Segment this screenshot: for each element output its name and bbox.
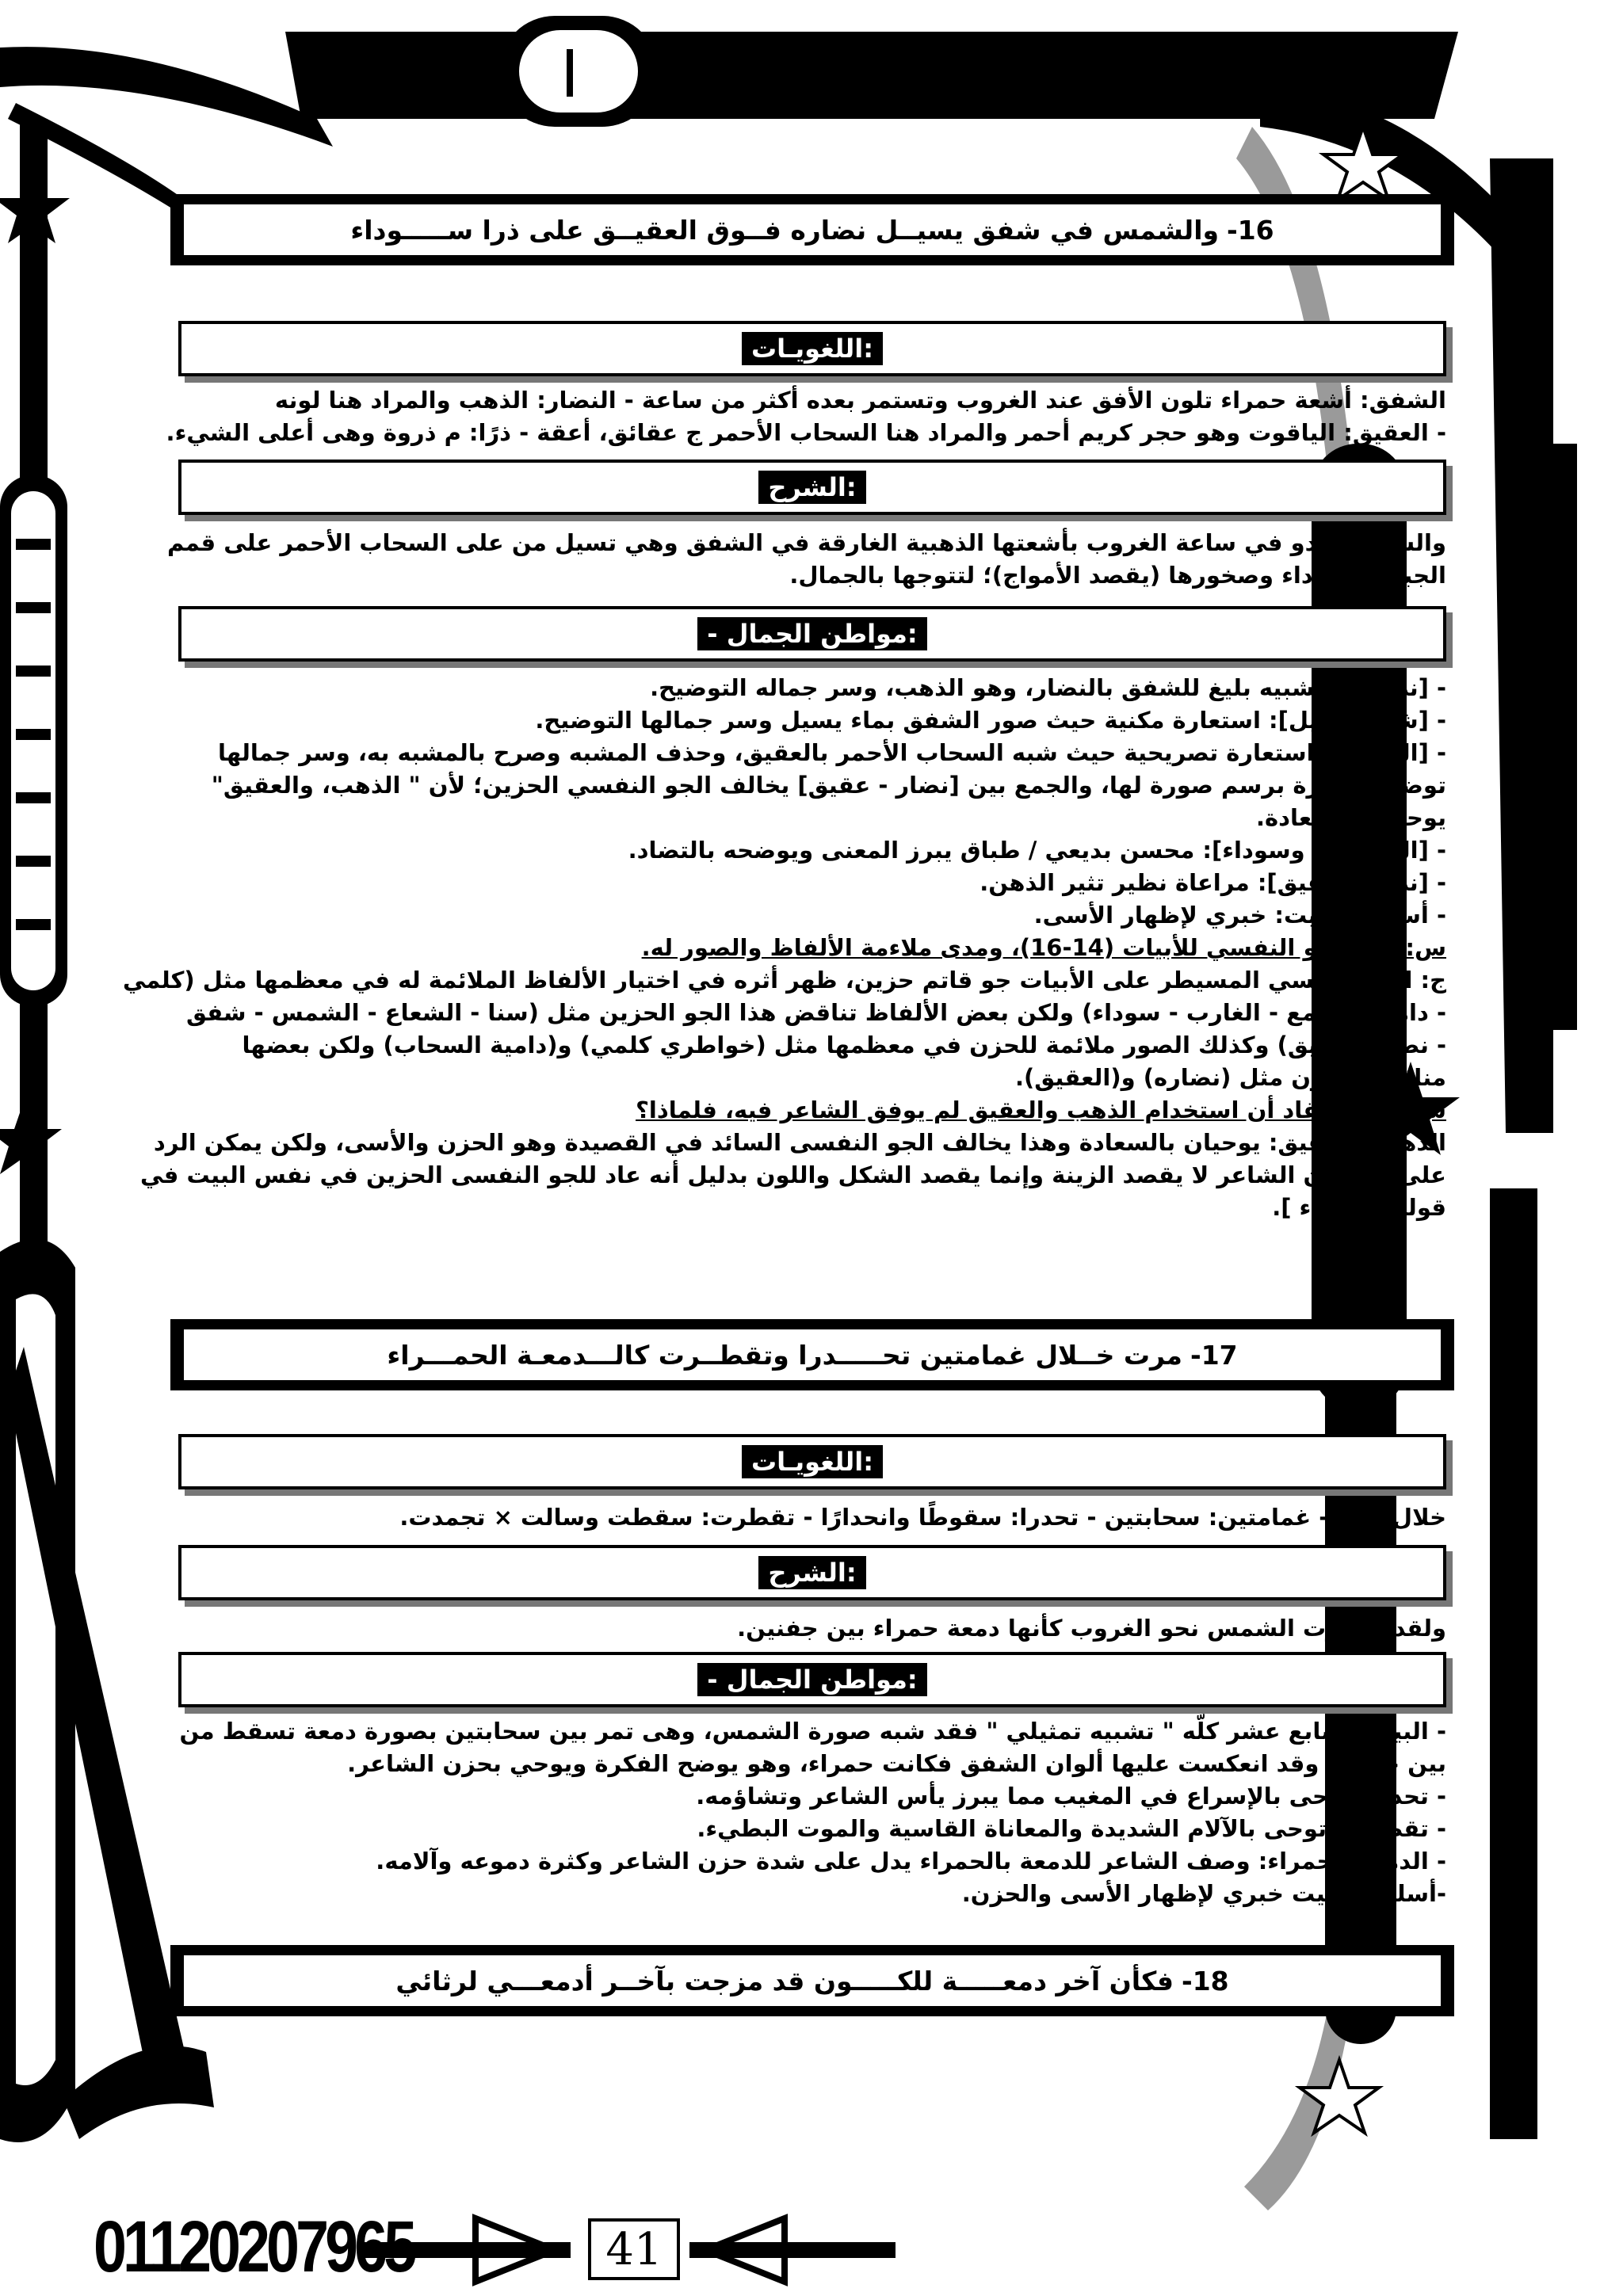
text-line: الشفق: أشعة حمراء تلون الأفق عند الغروب وتستمر بعده أكثر من ساعة - النضار: الذهب والمراد هنا لونه	[274, 387, 1446, 414]
text-line: - العقيق: الياقوت وهو حجر كريم أحمر والمراد هنا السحاب الأحمر ج عقائق، أعقة - ذرًا: م ذروة وهى أعلى الشيء.	[166, 419, 1446, 446]
explanation-17-text	[178, 1612, 1446, 1645]
text-line: الذهب والعقيق: يوحيان بالسعادة وهذا يخالف الجو النفسى السائد في القصيدة وهو الحزن والأسى، ولكن يمكن الرد	[153, 1129, 1446, 1156]
text-line: مناقض للحزن مثل (نضاره) و(العقيق).	[1015, 1064, 1446, 1091]
verse-17-box	[170, 1319, 1454, 1390]
section-title: :الشرح	[758, 1556, 865, 1589]
section-title: :اللغويـات	[742, 1445, 883, 1478]
question-line: س: يرى النقاد أن استخدام الذهب والعقيق لم يوفق الشاعر فيه، فلماذا؟	[636, 1097, 1446, 1123]
section-title: :الشرح	[758, 471, 865, 504]
text-line: والشمس تبدو في ساعة الغروب بأشعتها الذهبية الغارقة في الشفق وهي تسيل من على السحاب الأحمر على قمم	[167, 529, 1446, 556]
text-line: - أسلوب البيت: خبري لإظهار الأسى.	[1033, 902, 1446, 929]
vocabulary-16-text	[166, 384, 1446, 449]
text-line: - [الشمس - وسوداء]: محسن بديعي / طباق يبرز المعنى ويوضحه بالتضاد.	[628, 837, 1446, 864]
page-number	[588, 2218, 680, 2280]
section-beauty-16	[178, 606, 1446, 662]
text-line: - [نضاره]: تشبيه بليغ للشفق بالنضار، وهو الذهب، وسر جماله التوضيح.	[650, 674, 1446, 701]
section-explanation-16	[178, 460, 1446, 515]
section-title: :اللغويـات	[742, 332, 883, 365]
text-line: - نضار - عقيق) وكذلك الصور ملائمة للحزن في معظمها مثل (خواطري كلمي) و(دامية السحاب) ولكن بعضها	[242, 1032, 1446, 1058]
section-vocabulary-16	[178, 321, 1446, 376]
text-line: يوحيان بالسعادة.	[1255, 804, 1446, 831]
verse-18-number: 18-	[1181, 1965, 1229, 1997]
verse-17-text: مرت خــلال غمامتين تحـــــدرا وتقطــرت كالـــدمعـة الحمـــراء	[387, 1339, 1182, 1371]
text-line: - [نضار - عقيق]: مراعاة نظير تثير الذهن.	[980, 869, 1446, 896]
text-line: - [العقيق]: استعارة تصريحية حيث شبه السحاب الأحمر بالعقيق، وحذف المشبه وصرح بالمشبه به، وسر جمالها	[217, 739, 1446, 766]
text-line: قوله [ سوداء ].	[1272, 1194, 1446, 1221]
text-line: -أسلوب البيت خبري لإظهار الأسى والحزن.	[961, 1880, 1446, 1907]
text-line: ولقد انحدرت الشمس نحو الغروب كأنها دمعة حمراء بين جفنين.	[737, 1615, 1446, 1642]
explanation-16-text	[167, 527, 1446, 592]
beauty-17-text	[178, 1715, 1446, 1910]
vocabulary-17-text	[178, 1501, 1446, 1534]
beauty-16-text	[122, 672, 1446, 1224]
text-line: - البيت السابع عشر كلّه " تشبيه تمثيلي " فقد شبه صورة الشمس، وهى تمر بين سحابتين بصورة دمعة تسقط من	[179, 1718, 1446, 1745]
verse-18-box	[170, 1945, 1454, 2016]
text-line: - [شفق يسيل]: استعارة مكنية حيث صور الشفق بماء يسيل وسر جمالها التوضيح.	[535, 707, 1446, 734]
phone-number: 01120207965	[94, 2206, 414, 2287]
section-vocabulary-17	[178, 1434, 1446, 1489]
text-line: ج: الجو النفسي المسيطر على الأبيات جو قاتم حزين، ظهر أثره في اختيار الألفاظ الملائمة له في معظمها مثل (كلمي	[122, 967, 1446, 994]
verse-16-box	[170, 194, 1454, 265]
text-line: توضيح الفكرة برسم صورة لها، والجمع بين [نضار - عقيق] يخالف الجو النفسي الحزين؛ لأن " الذهب، والعقيق"	[211, 772, 1446, 799]
section-explanation-17	[178, 1545, 1446, 1600]
verse-16-number: 16-	[1227, 214, 1274, 246]
text-line: - الدمعة الحمراء: وصف الشاعر للدمعة بالحمراء يدل على شدة حزن الشاعر وكثرة دموعه وآلامه.	[376, 1848, 1446, 1875]
verse-18-text: فكأن آخر دمعـــــة للكـــــون قد مزجت بآخــر أدمعـــي لرثائي	[395, 1965, 1174, 1997]
verse-16-text: والشمس في شفق يسيــل نضاره فــوق العقيــق على ذرا ســـــوداء	[350, 214, 1220, 246]
text-line: - تقطرت: توحى بالآلام الشديدة والمعاناة القاسية والموت البطيء.	[697, 1815, 1446, 1842]
text-line: على ذلك بأن الشاعر لا يقصد الزينة وإنما يقصد الشكل واللون بدليل أنه عاد للجو النفسى الحزين في نفس البيت في	[140, 1161, 1446, 1188]
text-line: بين جفنين وقد انعكست عليها ألوان الشفق فكانت حمراء، وهو يوضح الفكرة ويوحي بحزن الشاعر.	[347, 1750, 1446, 1777]
section-title: :مواطن الجمال -	[697, 617, 926, 650]
text-line: - دامية - الدمع - الغارب - سوداء) ولكن بعض الألفاظ تناقض هذا الجو الحزين مثل (سنا - الشعاع - الشمس - شفق	[186, 999, 1446, 1026]
page-content	[122, 0, 1470, 2296]
text-line: الجبال السوداء وصخورها (يقصد الأمواج)؛ لتتوجها بالجمال.	[789, 562, 1446, 589]
section-beauty-17	[178, 1652, 1446, 1707]
text-line: - تحدرا: توحى بالإسراع في المغيب مما يبرز يأس الشاعر وتشاؤمه.	[696, 1783, 1446, 1810]
text-line: خلال: بين - غمامتين: سحابتين - تحدرا: سقوطًا وانحدارًا - تقطرت: سقطت وسالت × تجمدت.	[399, 1504, 1446, 1531]
section-title: :مواطن الجمال -	[697, 1663, 926, 1696]
page-number-text: 41	[605, 2223, 663, 2275]
question-line: س: بين الجو النفسي للأبيات (14-16)، ومدى ملاءمة الألفاظ والصور له.	[641, 934, 1446, 961]
verse-17-number: 17-	[1190, 1339, 1238, 1371]
